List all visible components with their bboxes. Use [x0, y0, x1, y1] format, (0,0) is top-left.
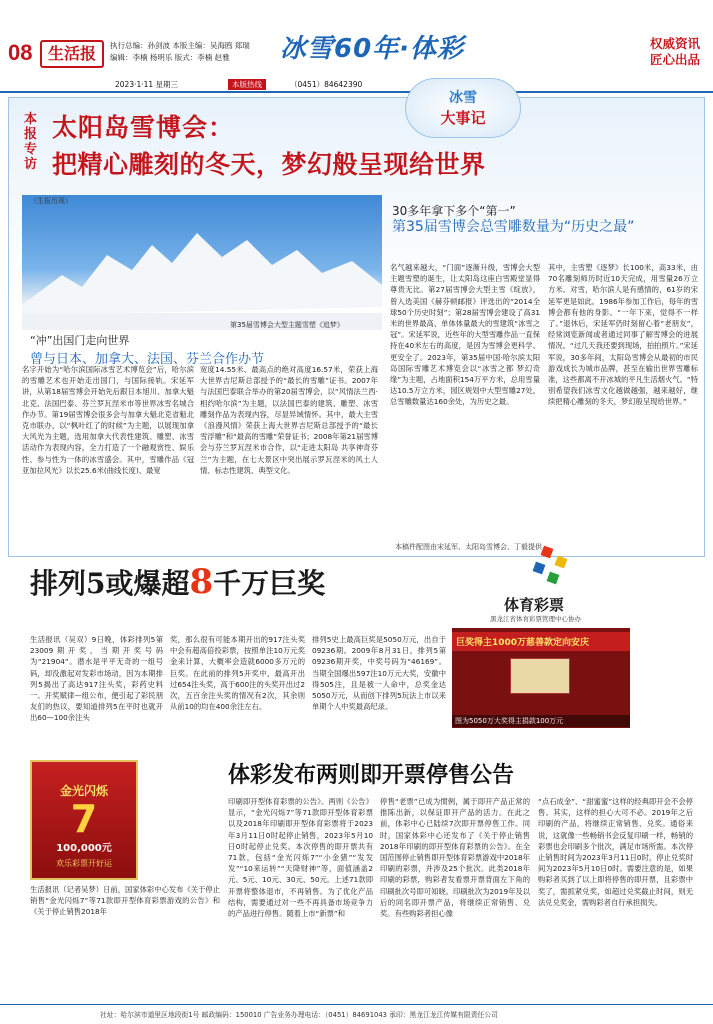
editor-line-1: 执行总编：孙剑波 本版主编：吴海鸥 郑瑞	[110, 41, 250, 50]
page-number: 08	[8, 40, 33, 65]
subhead-go-global: “冲”出国门走向世界	[30, 334, 130, 347]
sports-lottery-logo-text: 体育彩票	[504, 596, 565, 614]
feature-column-1: 名字开始为“哈尔滨国际冰雪艺术博览会”后，哈尔滨的雪雕艺术也开始走出国门，与国际接轨。宋延军讲，从第18届雪博会开始先后跟日本旭川、加拿大魁北克、法国巴泰、芬兰罗瓦涅米市等世界冰雪名城合作办节。第19届雪博会很多会与加拿大魁北克省魁北克市联办，以“枫叶红了的时候”为主题，以展现加拿大风光为主题，选用加拿大代表性建筑、雕塑、冰雪活动作为表现内容，全力打造了一个融观赏性、娱乐性、参与性为一体的冰雪盛会。其中，雪雕作品《冠亚加拉风光》以长25.6米(曲线长度)、最宽	[22, 365, 194, 475]
editor-line-2: 编辑：李楠 杨明乐 版式：李楠 赵雅	[110, 53, 230, 62]
slogan-line-1: 权威资讯	[649, 36, 700, 51]
headline-line-2: 把精心雕刻的冬天，梦幻般呈现给世界	[52, 150, 486, 179]
sports-lottery-logo-icon	[520, 545, 580, 590]
scratch-ticket-image	[30, 760, 138, 880]
ticket-slogan: 欢乐彩票开好运	[56, 859, 112, 868]
slogan	[600, 36, 700, 68]
editor-credits	[110, 40, 270, 64]
page-footer: 社址：哈尔滨市道里区地段街1号 邮政编码：150010 广告业务办理电话：（0451）84691043 承印：黑龙江龙江传媒有限责任公司	[0, 1004, 713, 1024]
feature-column-2: 宽度14.55米、最高点的绝对高度16.57米，荣获上海大世界吉尼斯总部授予的“最长的雪雕”证书。2007年与法国巴泰联合举办的第20届雪博会，以“风情法兰西·相约哈尔滨”为主题，以法国巴泰的建筑、雕塑、冰雪雕刻作品为表现内容，尽显异域情怀。其中，最大主雪《浪漫风情》荣获上海大世界吉尼斯总部授予的“最长雪浮雕”和“最高的雪雕”荣誉证书；2008年第21届雪博会与芬兰罗瓦涅米市合作，以“走进太阳岛 共享神奇芬兰”为主题，在七大景区中突出展示罗瓦涅米的风土人情、标志性建筑、典型文化。	[200, 365, 378, 475]
lottery-headline-number: 8	[189, 562, 214, 602]
notice-column-1: 生活报讯（记者吴梦）日前，国家体彩中心发布《关于停止销售“金光闪烁7”等71款即开型体育彩票游戏的公告》和《关于停止销售2018年	[30, 885, 220, 917]
lottery-column-3: 排列5史上最高巨奖是5050万元，出自于09236期。2009年8月31日，排列5第09236期开奖，中奖号码为“46169”。当期全国爆出597注10万元大奖，安徽中得505注，且是被一人命中，总奖金达5050万元，从而创下排列5玩法上市以来单期个人中奖最高纪录。	[312, 635, 446, 712]
donation-check	[510, 658, 570, 694]
ice-snow-events-logo	[405, 78, 521, 138]
ticket-name: 金光闪烁	[59, 784, 108, 798]
donation-photo	[452, 628, 630, 728]
notice-column-4: “点石成金”、“甜蜜蜜”这样的经典即开会不会停售。其实，这样的担心大可不必。2019年之后印刷的产品，将继续正常销售、兑奖。通俗来说，这就像一些畅销书会反复印刷一样，畅销的彩票也会印刷多个批次，满足市场所需。本次停止销售时间为2023年3月11日0时，停止兑奖时间为2023年5月10日0时。需要注意的是，如果购彩者买到了以上即将停售的即开票，且彩票中奖了，需抓紧兑奖，如超过兑奖截止时间，则无法兑兑奖金，需购彩者自行承担损失。	[538, 797, 693, 907]
hotline-label: 本版热线	[228, 79, 266, 90]
feature-column-4: 其中，主雪塑《逐梦》长100米，高33米，由70名雕刻师历时近10天完成，用雪量26万立方米。对雪，哈尔滨人是有感情的，61岁的宋延军更是如此。1986年参加工作后，每年的雪博会都有他的身影。“一年下来，觉得不一样了。”退休后，宋延军仍时刻留心着“老朋友”，经常浏览新闻或者通过同事了解雪博会的进展情况。“过几天我还要到现场，拍拍照片。”宋延军说，30多年间，太阳岛雪博会从最初的市民游戏成长为城市品牌，甚至在输出世界雪雕标准，这些都离不开冰城的平凡生活烟火气。“特别希望我们冰雪文化越做越强，越来越好，继续把精心雕刻的冬天，梦幻般呈现给世界。”	[548, 263, 698, 407]
subhead-firsts: 30多年拿下多个“第一”	[392, 204, 516, 218]
dateline-bar	[0, 79, 713, 93]
section-title: 冰雪60年·体彩	[280, 34, 465, 64]
photo-credit: 本稿件配图由宋延军、太阳岛雪博会、丁毅提供	[395, 543, 542, 551]
headline-line-1: 太阳岛雪博会：	[52, 113, 235, 142]
donation-photo-caption: 图为5050万大奖得主捐款100万元	[452, 715, 630, 727]
ticket-number: 7	[70, 797, 98, 841]
lottery-column-1: 生活报讯（吴双）9日晚，体彩排列5第23009期开奖，当期开奖号码为“21904”。潜水是平平无奇的一组号码，却没激起对发彩市场动，因为本期排列5揭出了高达917注头奖，彩药史料一。开奖赋律—组公布，便引起了彩民朋友们的热议，要知道排列5在平时也就开出60—100余注头	[30, 635, 163, 723]
photo-source: （生报历视）	[30, 197, 72, 205]
notice-column-2: 印刷即开型体育彩票的公告》。两则《公告》显示，“金光闪烁7”等71款即开型体育彩票以及2018年印刷即开型体育彩票将于2023年3月11日0时起停止销售，2023年5月10日0时起停止兑奖。本次停售的即开票共有71款，包括“金光闪烁7”“小金猪”“发发发”“10来运转”“天降财神”等，面值涵盖2元、5元、10元、30元、50元。上述71款即开票将整体退市，不再销售。为了优化产品结构，需要通过对一些不再具备市场竞争力的产品进行停售。随着上市“新票”和	[228, 797, 373, 919]
paper-name-logo: 生活报	[40, 40, 104, 68]
logo-line-2: 大事记	[440, 109, 486, 127]
notice-headline: 体彩发布两则即开票停售公告	[228, 763, 515, 788]
feature-column-3: 名气越来越大，“门面”逐渐升级，雪博会大型主题雪塑的诞生，让太阳岛这座白雪殿堂显得尊贵无比。第27届雪博会大型主雪《绽放》，曾入选美国《赫芬顿邮报》评选出的“2014全球50个历史时刻”；第28届雪博会建设了高31米的世界最高、单体体量最大的雪建筑“冰雪之冠”。宋延军说，近些年的大型雪雕作品一直保持在40米左右的高度，是因为雪博会更科学、更安全了。2023年，第35届中国·哈尔滨太阳岛国际雪雕艺术博览会以“冰雪之都 梦幻奇缘”为主题，占地面积154万平方米，总用雪量达10.5万立方米，园区规划中大型雪雕27处，总雪雕数量达160余处，为历史之最。	[390, 263, 540, 407]
logo-line-1: 冰雪	[449, 90, 477, 106]
photo-caption: 第35届雪博会大型主题雪塑《追梦》	[230, 321, 344, 329]
issue-date: 2023·1·11 星期三	[115, 80, 179, 89]
exclusive-badge: 本报专访	[24, 112, 38, 172]
slogan-line-2: 匠心出品	[649, 52, 700, 67]
snow-sculpture-illustration	[22, 195, 382, 330]
notice-column-3: 停售“老票”已成为惯例，属于即开产品正常的推陈出新，以保证即开产品的活力。在此之前，体彩中心已陆续7次即开票停售工作。同时，国家体彩中心还发布了《关于停止销售2018年印刷的即开型体育彩票的公告》。在全国范围停止销售即开型体育彩票游戏中2018年印刷的彩票，并涉及25个批次。此类2018年印刷的彩票，购彩者发看票开票背面左下角的印刷批次号即可知晓。印刷批次为2019年及以后的同名即开票产品，将继续正常销售、兑奖。有些购彩者担心像	[380, 797, 530, 919]
subhead-record: 第35届雪博会总雪雕数量为“历史之最”	[392, 219, 635, 235]
donation-banner: 巨奖得主1000万慈善款定向安庆	[452, 632, 630, 651]
hotline-number: （0451）84642390	[290, 80, 363, 89]
lottery-headline-post: 千万巨奖	[213, 567, 326, 600]
subhead-cooperation: 曾与日本、加拿大、法国、芬兰合作办节	[30, 352, 265, 367]
snow-sculpture-photo	[22, 195, 382, 330]
sports-lottery-organizer: 黑龙江省体育彩票管理中心协办	[490, 615, 581, 623]
lottery-headline-pre: 排列5或爆超	[30, 567, 190, 600]
lottery-column-2: 奖，那么很有可能本期开出的917注头奖中会有超高倍投彩票，按照单注10万元奖金来计算，大概率会造就6000多万元的巨奖。在此前的排列5开奖中，最高开出过654注头奖，高于600注的头奖开出过2次，五百余注头奖的情况有2次，其余则从前10的均在400余注左右。	[170, 635, 305, 712]
ticket-prize: 100,000元	[56, 843, 112, 854]
lottery-headline	[30, 562, 325, 602]
